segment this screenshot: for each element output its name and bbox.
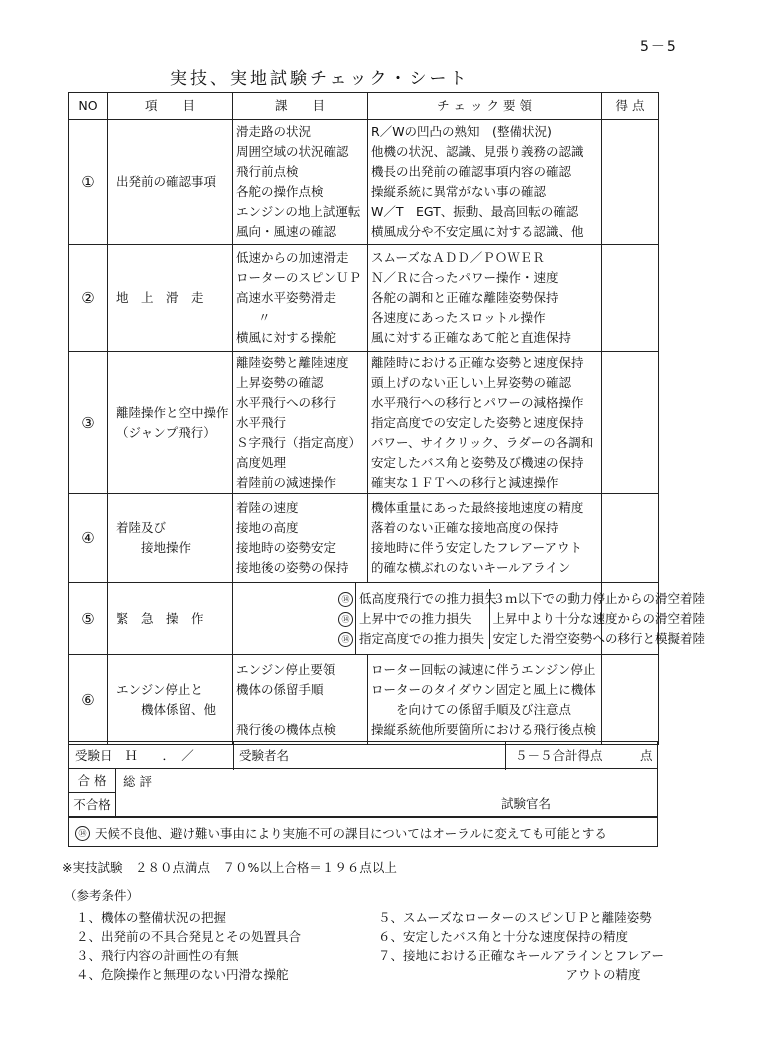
check-line: 各速度にあったスロットル操作 [371,310,546,325]
item-line: 接地操作 [116,540,192,555]
subject-line: 接地時の姿勢安定 [236,540,337,555]
divider [233,742,234,770]
score-cell[interactable] [602,245,659,352]
item-line: 出発前の確認事項 [116,174,217,189]
subject-line: Ｓ字飛行（指定高度） [236,434,362,450]
table-row [69,120,659,245]
row-subjects [233,245,368,352]
check-line: 上昇中より十分な速度からの滑空着陸 [492,610,706,626]
reference-item: ５、スムーズなローターのスピンＵＰと離陸姿勢 [378,910,652,925]
header-subject: 課 目 [233,93,368,120]
check-line: ３ｍ以下での動力停止からの滑空着陸 [492,590,706,606]
subject-line: エンジンの地上試運転 [236,204,361,219]
row-item [108,655,233,745]
table-row [69,245,659,352]
check-line: 接地時に伴う安定したフレアーアウト [371,540,583,555]
check-line: 安定した滑空姿勢への移行と模擬着陸 [492,630,706,646]
examinee-label: 受験者名 [239,748,290,763]
subject-line: 低速からの加速滑走 [236,250,349,265]
examiner-label: 試験官名 [501,796,552,811]
subject-line: エンジン停止要領 [236,661,336,677]
table-row [69,352,659,494]
row-checks [489,589,706,649]
row-subjects-checks [356,583,706,655]
check-line: 機長の出発前の確認事項内容の確認 [371,164,572,179]
check-line: 横風成分や不安定風に対する認識、他 [371,224,584,239]
row-number: ⑤ [69,583,108,655]
check-line: 水平飛行への移行とパワーの減格操作 [371,394,584,410]
subject-line: 着陸の速度 [236,500,299,515]
emergency-marks [233,583,356,655]
row-number: ⑥ [69,655,108,745]
check-line: R／Wの凹凸の熟知 (整備状況) [371,124,552,139]
subject-line: 接地の高度 [236,520,299,535]
row-subjects [233,494,368,583]
subject-line: 高度処理 [236,454,287,470]
exception-mark [236,589,353,609]
subject-line: 高速水平姿勢滑走 [236,290,337,305]
check-line: パワー、サイクリック、ラダーの各調和 [371,434,594,450]
check-line: ローター回転の減速に伴うエンジン停止 [371,661,596,677]
row-item [108,245,233,352]
header-item: 項 目 [108,93,233,120]
table-row [69,494,659,583]
page-number: 5－5 [640,39,678,55]
row-checks [368,494,602,583]
reference-right-list [378,908,664,984]
circle-14-icon: ⑭ [338,592,353,607]
row-item [108,494,233,583]
row-item [108,352,233,494]
row-checks [368,655,602,745]
evaluation-row [68,769,658,817]
subject-line: 各舵の操作点検 [236,184,324,199]
check-line: W／T EGT、振動、最高回転の確認 [371,204,579,219]
subject-line: 飛行後の機体点検 [236,721,337,737]
exception-mark [236,629,353,649]
check-line: 各舵の調和と正確な離陸姿勢保持 [371,290,559,305]
divider [505,742,506,770]
header-no: NO [69,93,108,120]
reference-item: ３、飛行内容の計画性の有無 [76,948,239,963]
exception-mark [236,609,353,629]
table-row [69,655,659,745]
table-header-row [69,93,659,120]
subject-line: 上昇姿勢の確認 [236,374,324,390]
check-line: 離陸時における正確な姿勢と速度保持 [371,354,584,370]
row-subjects [233,120,368,245]
sheet-title: 実技、実地試験チェック・シート [170,69,470,89]
reference-item: アウトの精度 [378,967,641,982]
review-label: 総 評 [123,774,152,789]
fail-label[interactable]: 不合格 [73,797,111,812]
exception-note-row [68,817,658,847]
check-line: 機体重量にあった最終接地速度の精度 [371,500,584,515]
item-line: 地 上 滑 走 [116,290,204,305]
subject-line: 機体の係留手順 [236,681,324,697]
check-line: 指定高度での安定した姿勢と速度保持 [371,414,584,430]
exam-date-label: 受験日 Ｈ ． ／ [75,748,194,763]
row-checks [368,120,602,245]
subject-line [236,700,364,720]
row-number: ③ [69,352,108,494]
item-line: 離陸操作と空中操作 [116,404,229,420]
header-check: チ ェ ッ ク 要 領 [368,93,602,120]
reference-item: ２、出発前の不具合発見とその処置具合 [76,929,302,944]
check-line: 他機の状況、認識、見張り義務の認識 [371,144,584,159]
circle-14-icon: ⑭ [338,612,353,627]
reference-item: １、機体の整備状況の把握 [76,910,227,925]
check-line: スムーズなＡＤＤ／ＰＯＷＥＲ [371,250,545,265]
subject-line: 周囲空域の状況確認 [236,144,349,159]
reference-item: ４、危険操作と無理のない円滑な操舵 [76,967,289,982]
pass-fail-box [69,769,116,817]
row-subjects [233,352,368,494]
header-score: 得 点 [602,93,659,120]
check-line: 安定したバス角と姿勢及び機速の保持 [371,454,584,470]
passing-note: ※実技試験 ２８０点満点 ７０%以上合格＝１９６点以上 [62,860,397,875]
check-line: 操縦系統他所要箇所における飛行後点検 [371,721,597,737]
item-line: エンジン停止と [116,681,203,697]
pass-label[interactable]: 合 格 [69,769,115,793]
score-cell[interactable] [602,120,659,245]
reference-left-list [76,908,301,984]
check-line: 頭上げのない正しい上昇姿勢の確認 [371,374,572,390]
row-item [108,120,233,245]
score-cell[interactable] [602,352,659,494]
subject-line: 風向・風速の確認 [236,224,337,239]
item-line: （ジャンプ飛行） [116,424,216,440]
row-number: ② [69,245,108,352]
subject-line: 〃 [258,310,271,325]
exception-note: 天候不良他、避け難い事由により実施不可の課目についてはオーラルに変えても可能とする [95,826,607,841]
exam-info-row [68,741,658,769]
score-cell[interactable] [602,655,659,745]
subject-line: 低高度飛行での推力損失 [359,590,497,606]
item-line: 緊 急 操 作 [116,610,204,626]
check-table [68,92,706,745]
total-score-label: ５－５合計得点 点 [515,748,653,763]
row-item [108,583,233,655]
circle-14-icon: ⑭ [338,632,353,647]
reference-item: ７、接地における正確なキールアラインとフレアー [378,948,665,963]
subject-line: 着陸前の減速操作 [236,474,337,490]
reference-item: ６、安定したバス角と十分な速度保持の精度 [378,929,629,944]
row-checks [368,245,602,352]
row-number: ① [69,120,108,245]
row-subjects [233,655,368,745]
check-line: 確実な１ＦＴへの移行と減速操作 [371,474,559,490]
check-line: 操縦系統に異常がない事の確認 [371,184,547,199]
subject-line: ローターのスピンＵＰ [236,270,362,285]
item-line: 機体係留、他 [116,701,217,717]
row-number: ④ [69,494,108,583]
subject-line: 指定高度での推力損失 [359,630,485,646]
circle-14-icon: ⑭ [75,826,90,841]
row-checks [368,352,602,494]
check-line: 風に対する正確なあて舵と直進保持 [371,330,572,345]
check-line: を向けての係留手順及び注意点 [371,701,572,717]
subject-line: 飛行前点検 [236,164,299,179]
check-line: 落着のない正確な接地高度の保持 [371,520,559,535]
subject-line: 水平飛行 [236,414,287,430]
subject-line: 水平飛行への移行 [236,394,337,410]
subject-line: 上昇中での推力損失 [359,610,472,626]
item-line: 着陸及び [116,520,167,535]
reference-title: （参考条件） [64,888,140,903]
check-line: 的確な横ぶれのないキールアライン [371,560,571,575]
table-row [69,583,659,655]
subject-line: 滑走路の状況 [236,124,312,139]
score-cell[interactable] [602,494,659,583]
check-line: ローターのタイダウン固定と風上に機体 [371,681,596,697]
check-line: Ｎ／Ｒに合ったパワー操作・速度 [371,270,559,285]
row-subjects [356,589,497,649]
subject-line: 接地後の姿勢の保持 [236,560,349,575]
emergency-inner [356,589,706,649]
subject-line: 離陸姿勢と離陸速度 [236,354,349,370]
subject-line: 横風に対する操舵 [236,330,337,345]
